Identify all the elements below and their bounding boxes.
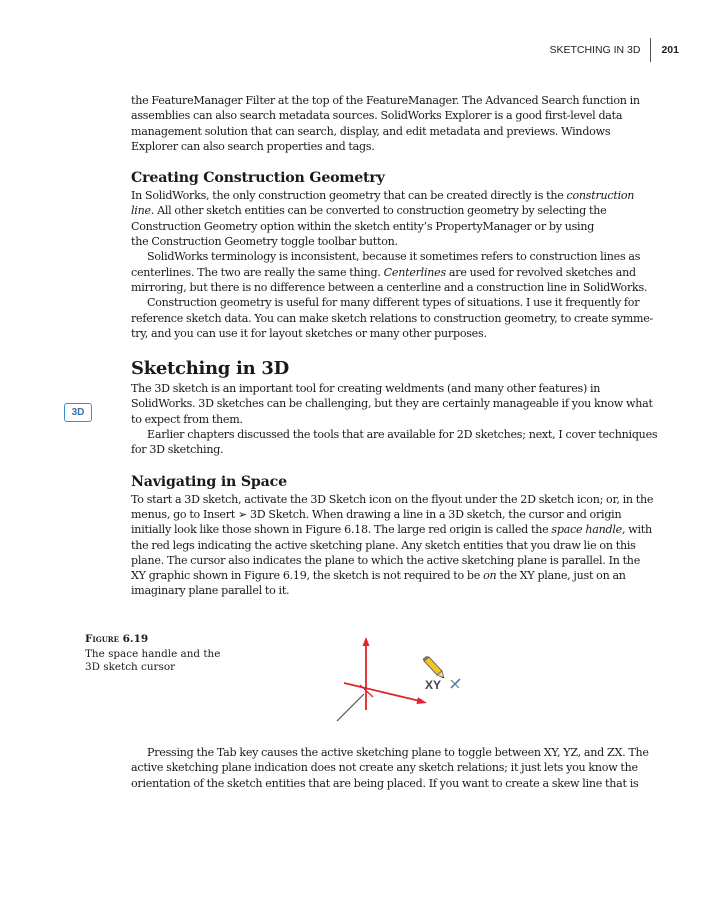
text-line: management solution that can search, display, and edit metadata and previews. Windows [131, 124, 611, 138]
sketching3d-paragraph-1 [131, 381, 651, 427]
text-line: Explorer can also search properties and tags. [131, 139, 375, 153]
text-line: To start a 3D sketch, activate the 3D Sketch icon on the flyout under the 2D sketch icon; or, in the [131, 492, 654, 506]
text-line: The 3D sketch is an important tool for creating weldments (and many other features) in [131, 382, 601, 396]
plane-indicator-icon [451, 679, 460, 688]
text-line: orientation of the sketch entities that are being placed. If you want to create a skew line that is [131, 776, 639, 790]
construction-paragraph-3 [131, 295, 654, 341]
construction-paragraph-1 [131, 188, 651, 249]
text-line: the Construction Geometry toggle toolbar button. [131, 235, 398, 249]
space-handle-figure [330, 628, 480, 724]
running-header [549, 38, 679, 62]
text-line: the FeatureManager Filter at the top of the FeatureManager. The Advanced Search function in [131, 94, 640, 107]
text-line: In SolidWorks, the only construction geometry that can be created directly is the construction [131, 189, 635, 203]
text-line: initially look like those shown in Figure 6.18. The large red origin is called the space handle, with [131, 523, 652, 537]
text-line: SolidWorks. 3D sketches can be challenging, but they are certainly manageable if you know what [131, 397, 653, 411]
page-number: 201 [661, 44, 679, 56]
skew-axis-line [337, 694, 364, 721]
text-line: XY graphic shown in Figure 6.19, the sketch is not required to be on the XY plane, just on an [131, 569, 626, 583]
navigating-paragraph [131, 492, 654, 599]
running-title: SKETCHING IN 3D [549, 44, 641, 56]
text-line: the red legs indicating the active sketching plane. Any sketch entities that you draw lie on this [131, 538, 636, 552]
text-line: line. All other sketch entities can be converted to construction geometry by selecting the [131, 204, 607, 218]
text-line: Pressing the Tab key causes the active sketching plane to toggle between XY, YZ, and ZX. The [147, 746, 649, 759]
text-line: plane. The cursor also indicates the plane to which the active sketching plane is parallel. In the [131, 553, 641, 567]
figure-label: Figure 6.19 [85, 633, 149, 645]
text-line: mirroring, but there is no difference between a centerline and a construction line in SolidWorks. [131, 280, 648, 294]
heading-navigating-in-space: Navigating in Space [131, 473, 287, 490]
vertical-leg-arrowhead [363, 637, 370, 646]
text-line: for 3D sketching. [131, 443, 224, 457]
caption-line: 3D sketch cursor [85, 661, 176, 673]
sketching3d-paragraph-2 [131, 427, 658, 458]
text-line: active sketching plane indication does not create any sketch relations; it just lets you know the [131, 761, 638, 775]
cursor-plane-label: XY [425, 678, 442, 692]
page-body [131, 93, 658, 599]
3d-sketch-icon: 3D [64, 403, 92, 422]
closing-paragraph [131, 745, 651, 791]
construction-paragraph-2 [131, 249, 651, 295]
text-line: Construction geometry is useful for many different types of situations. I use it frequently for [147, 296, 640, 310]
text-line: Earlier chapters discussed the tools that are available for 2D sketches; next, I cover techniques [147, 428, 658, 442]
text-line: reference sketch data. You can make sketch relations to construction geometry, to create symme- [131, 311, 654, 325]
text-line: to expect from them. [131, 412, 243, 426]
text-line: centerlines. The two are really the same thing. Centerlines are used for revolved sketches and [131, 265, 636, 279]
heading-sketching-in-3d: Sketching in 3D [131, 358, 289, 380]
text-line: try, and you can use it for layout sketches or many other purposes. [131, 326, 487, 340]
intro-paragraph [131, 93, 651, 154]
text-line: imaginary plane parallel to it. [131, 584, 290, 598]
menu-arrow-glyph: ➢ [237, 507, 248, 521]
text-line: menus, go to Insert ➢ 3D Sketch. When drawing a line in a 3D sketch, the cursor and origin [131, 507, 622, 521]
text-line: assemblies can also search metadata sources. SolidWorks Explorer is a good first-level data [131, 109, 623, 123]
text-line: Construction Geometry option within the sketch entity’s PropertyManager or by using [131, 219, 595, 233]
space-handle-horizontal-leg [344, 683, 420, 701]
pencil-cursor-icon [423, 657, 444, 679]
heading-construction-geometry: Creating Construction Geometry [131, 170, 385, 187]
horizontal-leg-arrowhead [417, 697, 428, 704]
header-divider [650, 38, 651, 62]
caption-line: The space handle and the [85, 647, 221, 660]
figure-caption [85, 633, 221, 675]
text-line: SolidWorks terminology is inconsistent, because it sometimes refers to construction lines as [147, 250, 641, 264]
